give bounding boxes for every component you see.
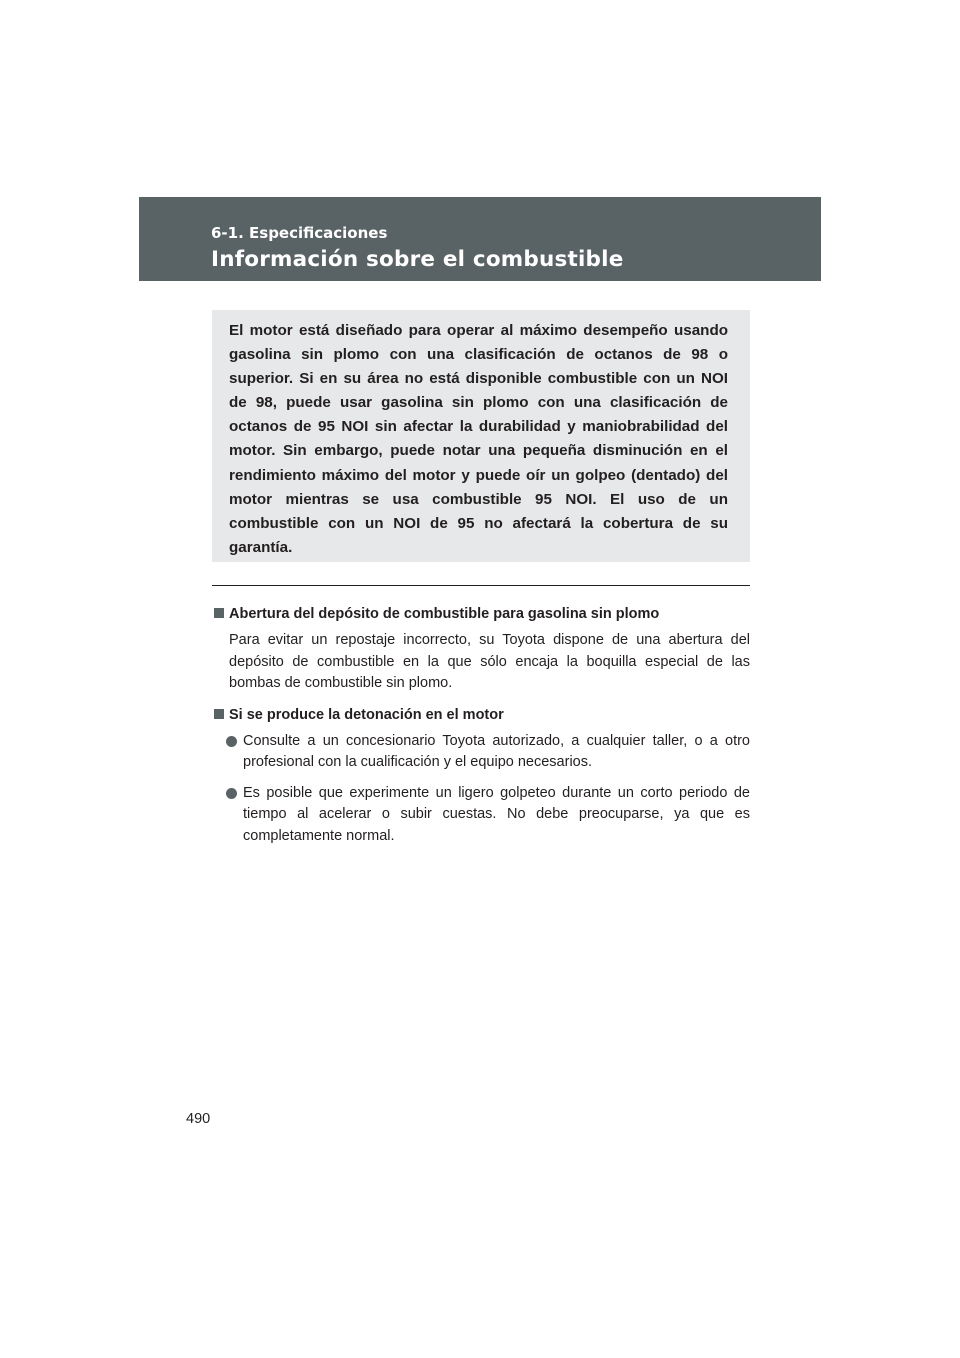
intro-box xyxy=(212,310,750,562)
circle-bullet-icon xyxy=(226,736,237,747)
square-bullet-icon xyxy=(214,608,224,618)
bullet-text: Consulte a un concesionario Toyota autorizado, a cualquier taller, o a otro profesional con la cualificación y el equipo necesarios. xyxy=(243,732,750,770)
note-heading-text: Abertura del depósito de combustible para gasolina sin plomo xyxy=(229,606,660,622)
square-bullet-icon xyxy=(214,709,224,719)
bullet-text: Es posible que experimente un ligero golpeteo durante un corto periodo de tiempo al acelerar o subir cuestas. No debe preocuparse, ya que es completamente normal. xyxy=(243,784,750,844)
intro-text: El motor está diseñado para operar al máximo desempeño usando gasolina sin plomo con una clasificación de octanos de 98 o superior. Si en su área no está disponible combustible con un NOI de 98, puede usar gasolina sin plomo con una clasificación de octanos de 95 NOI sin afectar la durabilidad y maniobrabilidad del motor. Sin embargo, puede notar una pequeña disminución en el rendimiento máximo del motor y puede oír un golpeo (dentado) del motor mientras se usa combustible 95 NOI. El uso de un combustible con un NOI de 95 no afectará la cobertura de su garantía. xyxy=(229,322,728,556)
note-heading xyxy=(212,704,750,726)
page-number: 490 xyxy=(186,1111,211,1127)
circle-bullet-icon xyxy=(226,788,237,799)
note-heading-text: Si se produce la detonación en el motor xyxy=(229,706,504,723)
divider xyxy=(212,585,750,586)
bullet-item xyxy=(212,731,750,774)
section-label: 6-1. Especificaciones xyxy=(211,224,388,242)
note-body: Para evitar un repostaje incorrecto, su Toyota dispone de una abertura del depósito de combustible en la que sólo encaja la boquilla especial de las bombas de combustible sin plomo. xyxy=(229,632,750,691)
notes-section xyxy=(212,603,750,847)
bullet-item xyxy=(212,783,750,848)
page-title: Información sobre el combustible xyxy=(211,247,624,272)
note-heading xyxy=(212,603,750,625)
header-band xyxy=(139,197,821,281)
